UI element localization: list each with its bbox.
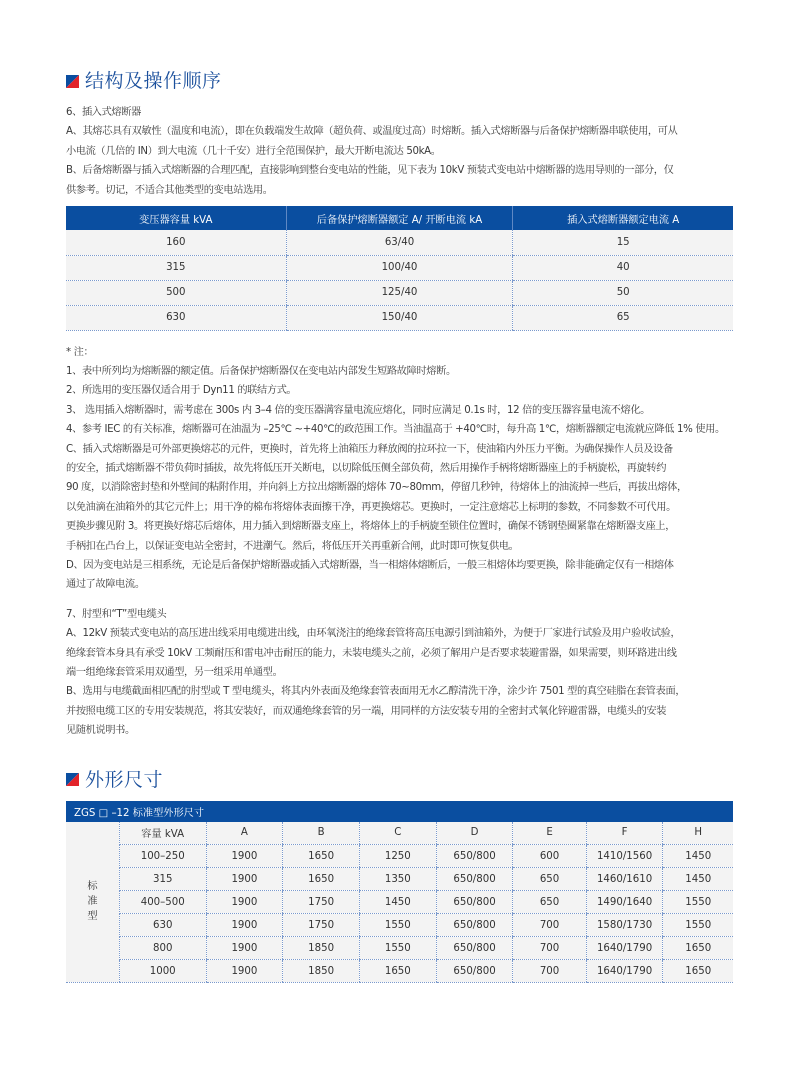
table-cell: 1410/1560 <box>586 845 663 868</box>
row-group-label <box>66 822 119 983</box>
column-header: H <box>663 822 733 845</box>
table-row <box>66 914 733 937</box>
column-header: 插入式熔断器额定电流 A <box>513 206 733 230</box>
table-header-row <box>66 822 733 845</box>
paragraph-line: A、其熔芯具有双敏性（温度和电流），即在负载端发生故障（超负荷、或温度过高）时熔断。插入式熔断器与后备保护熔断器串联使用，可从 <box>66 126 678 138</box>
table-cell: 1450 <box>663 868 733 891</box>
note-line: C、插入式熔断器是可外部更换熔芯的元件，更换时，首先将上油箱压力释放阀的拉环拉一下，使油箱内外压力平衡。为确保操作人员及设备 <box>66 443 673 455</box>
table-cell: 1450 <box>359 891 436 914</box>
group-label-char: 准 <box>87 896 98 908</box>
table-cell: 1900 <box>206 960 283 983</box>
paragraph-line: B、后备熔断器与插入式熔断器的合理匹配，直接影响到整台变电站的性能，见下表为 10kV 预装式变电站中熔断器的选用导则的一部分，仅 <box>66 165 674 177</box>
table-row <box>66 937 733 960</box>
table-row <box>66 868 733 891</box>
table-cell: 40 <box>513 255 733 280</box>
table-cell: 650/800 <box>436 845 513 868</box>
table-cell: 1550 <box>359 937 436 960</box>
dimensions-table <box>66 801 733 984</box>
table-cell: 400–500 <box>119 891 206 914</box>
table-cell: 700 <box>513 937 586 960</box>
table-cell: 650 <box>513 868 586 891</box>
table-cell: 150/40 <box>286 305 513 330</box>
group-label-char: 标 <box>87 881 98 893</box>
table-cell: 1900 <box>206 845 283 868</box>
red-blue-diagonal-square-icon <box>66 773 79 786</box>
table-cell: 1900 <box>206 891 283 914</box>
table-header-row <box>66 206 733 230</box>
table-row <box>66 305 733 330</box>
table-cell: 1550 <box>359 914 436 937</box>
table-cell: 1550 <box>663 891 733 914</box>
table-cell: 1580/1730 <box>586 914 663 937</box>
table-cell: 700 <box>513 914 586 937</box>
table-row <box>66 845 733 868</box>
table-cell: 1550 <box>663 914 733 937</box>
table-cell: 1460/1610 <box>586 868 663 891</box>
table-cell: 315 <box>66 255 286 280</box>
column-header: F <box>586 822 663 845</box>
table-cell: 650/800 <box>436 868 513 891</box>
table-cell: 800 <box>119 937 206 960</box>
note-line: 手柄扣在凸台上，以保证变电站全密封，不进潮气。然后，将低压开关再重新合闸，此时即可恢复供电。 <box>66 540 519 552</box>
paragraph-line: B、选用与电缆截面相匹配的肘型或 T 型电缆头，将其内外表面及绝缘套管表面用无水乙醇清洗干净，涂少许 7501 型的真空硅脂在套管表面， <box>66 686 686 698</box>
table-cell: 1750 <box>283 891 360 914</box>
column-header: A <box>206 822 283 845</box>
table-cell: 650/800 <box>436 914 513 937</box>
table-cell: 1850 <box>283 960 360 983</box>
table-cell: 125/40 <box>286 280 513 305</box>
note-line: 2、所选用的变压器仅适合用于 Dyn11 的联结方式。 <box>66 385 297 397</box>
section-title-dimensions <box>66 767 738 793</box>
note-line: 1、表中所列均为熔断器的额定值。后备保护熔断器仅在变电站内部发生短路故障时熔断。 <box>66 365 456 377</box>
section-title-text: 结构及操作顺序 <box>85 70 222 92</box>
table-cell: 65 <box>513 305 733 330</box>
table-cell: 63/40 <box>286 230 513 255</box>
note-line: 通过了故障电流。 <box>66 579 145 591</box>
paragraph-line: 供参考。切记，不适合其他类型的变电站选用。 <box>66 184 273 196</box>
table-cell: 630 <box>119 914 206 937</box>
table-cell: 1350 <box>359 868 436 891</box>
table-cell: 315 <box>119 868 206 891</box>
note-line: D、因为变电站是三相系统，无论是后备保护熔断器或插入式熔断器，当一相熔体熔断后，一般三相熔体均要更换，除非能确定仅有一相熔体 <box>66 560 674 571</box>
item7-title: 7、肘型和“T”型电缆头 <box>66 608 167 620</box>
table-cell: 100–250 <box>119 845 206 868</box>
table-cell: 1650 <box>663 960 733 983</box>
paragraph-line: 绝缘套管本身具有承受 10kV 工频耐压和雷电冲击耐压的能力，未装电缆头之前，必须了解用户是否要求装避雷器，如果需要，则环路进出线 <box>66 647 677 659</box>
table-cell: 600 <box>513 845 586 868</box>
intro-paragraphs <box>66 103 738 200</box>
table-cell: 650/800 <box>436 960 513 983</box>
paragraph-line: 端一组绝缘套管采用双通型，另一组采用单通型。 <box>66 667 283 679</box>
table-cell: 1850 <box>283 937 360 960</box>
table-cell: 500 <box>66 280 286 305</box>
group-label-char: 型 <box>87 911 98 923</box>
table-row <box>66 255 733 280</box>
table-row <box>66 280 733 305</box>
red-blue-diagonal-square-icon <box>66 75 79 88</box>
notes-block <box>66 343 738 595</box>
table-row <box>66 230 733 255</box>
table-cell: 1250 <box>359 845 436 868</box>
table-cell: 1650 <box>283 868 360 891</box>
table-cell: 1450 <box>663 845 733 868</box>
column-header: C <box>359 822 436 845</box>
table-cell: 160 <box>66 230 286 255</box>
column-header: 变压器容量 kVA <box>66 206 286 230</box>
table-cell: 700 <box>513 960 586 983</box>
paragraph-line: 见随机说明书。 <box>66 725 135 737</box>
table-cell: 630 <box>66 305 286 330</box>
table-cell: 650 <box>513 891 586 914</box>
note-line: 3、 选用插入熔断器时，需考虑在 300s 内 3–4 倍的变压器满容量电流应熔化，同时应满足 0.1s 时，12 倍的变压器容量电流不熔化。 <box>66 404 651 416</box>
table-cell: 650/800 <box>436 891 513 914</box>
table-cell: 15 <box>513 230 733 255</box>
section-title-structure <box>66 68 738 94</box>
table-cell: 1650 <box>283 845 360 868</box>
note-line: * 注： <box>66 346 94 358</box>
table-caption: ZGS □ –12 标准型外形尺寸 <box>66 801 733 822</box>
column-header: 后备保护熔断器额定 A/ 开断电流 kA <box>286 206 513 230</box>
paragraph-line: 并按照电缆工区的专用安装规范，将其安装好，而双通绝缘套管的另一端，用同样的方法安装专用的全密封式氧化锌避雷器，电缆头的安装 <box>66 705 667 717</box>
column-header: 容量 kVA <box>119 822 206 845</box>
note-line: 90 度，以消除密封垫和外壁间的粘附作用，并向斜上方拉出熔断器的熔体 70~80mm，停留几秒钟，待熔体上的油流掉一些后，再拔出熔体， <box>66 482 687 494</box>
column-header: B <box>283 822 360 845</box>
table-cell: 1650 <box>359 960 436 983</box>
note-line: 以免油滴在油箱外的其它元件上；用干净的棉布将熔体表面擦干净，再更换熔芯。更换时，一定注意熔芯上标明的参数，不同参数不可代用。 <box>66 501 676 513</box>
table-caption-row <box>66 801 733 822</box>
table-cell: 50 <box>513 280 733 305</box>
table-cell: 650/800 <box>436 937 513 960</box>
column-header: D <box>436 822 513 845</box>
section-title-text: 外形尺寸 <box>85 768 164 791</box>
note-line: 更换步骤见附 3。将更换好熔芯后熔体，用力插入到熔断器支座上，将熔体上的手柄旋至锁住位置时，确保不锈钢垫圈紧靠在熔断器支座上， <box>66 521 676 533</box>
table-cell: 1640/1790 <box>586 960 663 983</box>
table-cell: 1750 <box>283 914 360 937</box>
table-cell: 100/40 <box>286 255 513 280</box>
table-cell: 1000 <box>119 960 206 983</box>
note-line: 4、参考 IEC 的有关标准，熔断器可在油温为 –25℃ ~+40℃的政范围工作。当油温高于 +40℃时，每升高 1℃，熔断器额定电流就应降低 1% 使用。 <box>66 424 725 436</box>
table-cell: 1900 <box>206 914 283 937</box>
table-row <box>66 960 733 983</box>
column-header: E <box>513 822 586 845</box>
table-cell: 1640/1790 <box>586 937 663 960</box>
fuse-selection-table <box>66 206 733 331</box>
item6-title: 6、插入式熔断器 <box>66 107 141 118</box>
table-cell: 1650 <box>663 937 733 960</box>
table-row <box>66 891 733 914</box>
table-cell: 1490/1640 <box>586 891 663 914</box>
item7-block <box>66 605 738 741</box>
paragraph-line: 小电流（几倍的 IN）到大电流（几十千安）进行全范围保护，最大开断电流达 50kA。 <box>66 145 441 157</box>
paragraph-line: A、12kV 预装式变电站的高压进出线采用电缆进出线，由环氧浇注的绝缘套管将高压电源引到油箱外，为便于厂家进行试验及用户验收试验， <box>66 628 681 640</box>
table-cell: 1900 <box>206 937 283 960</box>
note-line: 的安全，插式熔断器不带负荷时插拔，故先将低压开关断电，以切除低压侧全部负荷，然后用操作手柄将熔断器座上的手柄旋松，再旋转约 <box>66 462 667 474</box>
table-cell: 1900 <box>206 868 283 891</box>
